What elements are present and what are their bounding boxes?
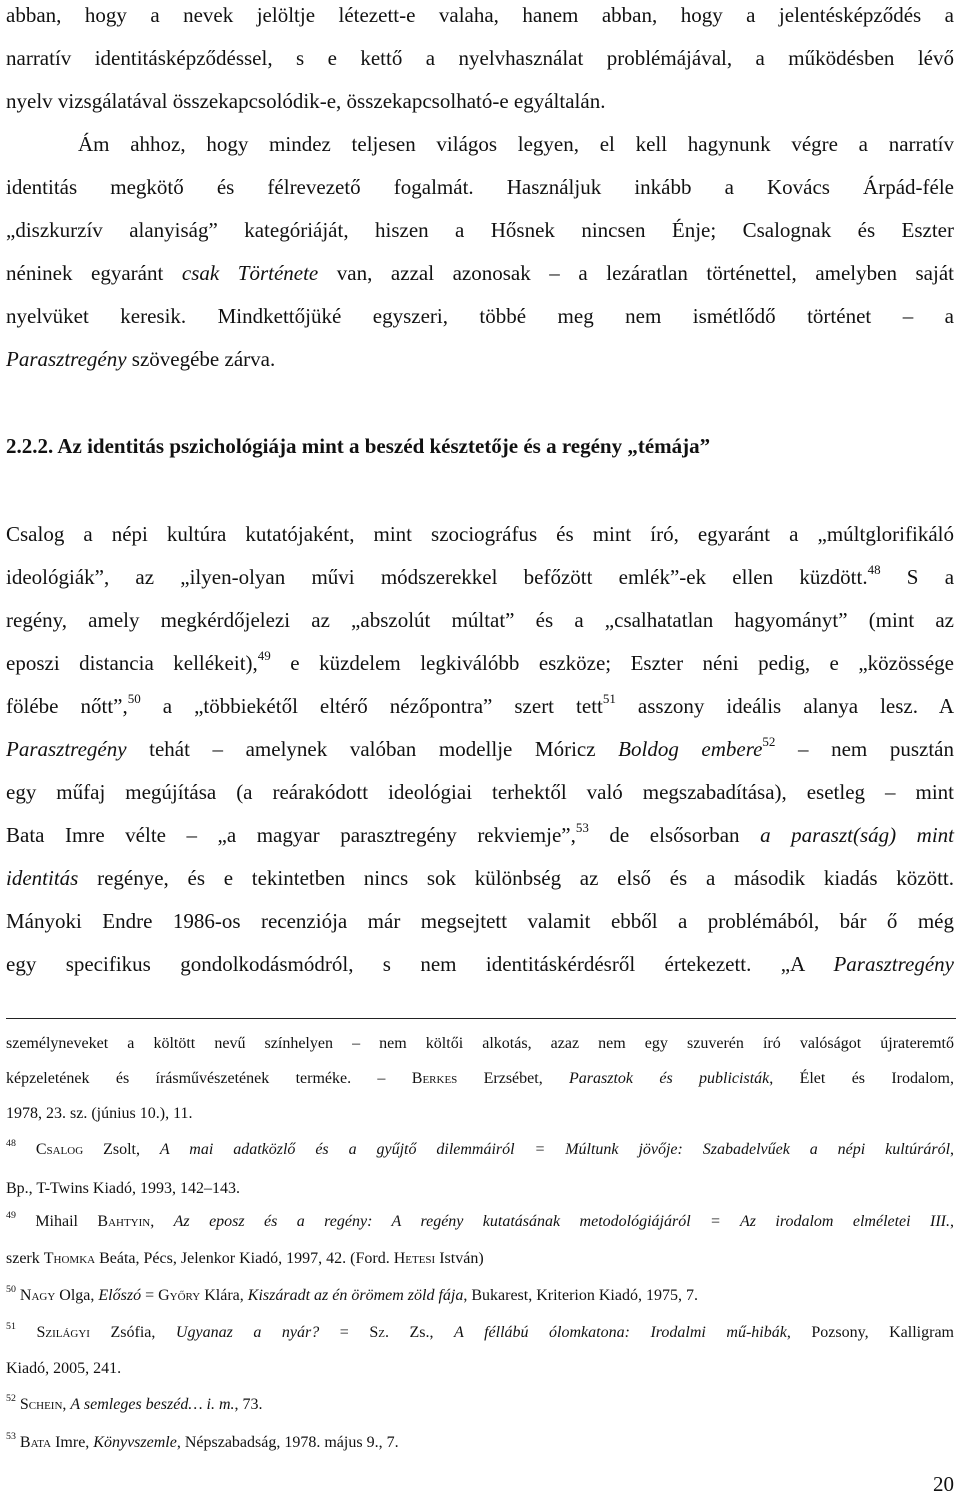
footnote-number: 53 [6, 1431, 16, 1443]
author-name: Hetesi [393, 1250, 436, 1267]
body-text-line: nyelv vizsgálatával összekapcsolódik-e, összekapcsolható-e egyáltalán. [6, 89, 606, 113]
footnote-number: 52 [6, 1393, 16, 1405]
body-text-line: nyelvüket keresik. Mindkettőjüké egyszeri, többé meg nem ismétlődő történet – a [6, 304, 954, 328]
text-span: . Zs., [384, 1324, 455, 1341]
footnote-50 [6, 1285, 954, 1307]
text-span: , Élet és Irodalom, [769, 1070, 954, 1087]
text-span: fölébe nőtt”, [6, 694, 128, 718]
text-span: István) [435, 1250, 484, 1267]
section-heading: 2.2.2. Az identitás pszichológiája mint a beszéd késztetője és a regény „témája” [6, 434, 711, 458]
footnote-ref[interactable]: 51 [602, 691, 616, 707]
text-span: Bata Imre vélte – „a magyar parasztregény rekviemje”, [6, 823, 576, 847]
body-text-line: Ám ahhoz, hogy mindez teljesen világos legyen, el kell hagynunk végre a narratív [78, 132, 954, 156]
italic-text: Parasztregény [833, 952, 954, 976]
footnote-line: 1978, 23. sz. (június 10.), 11. [6, 1105, 193, 1122]
footnote-ref[interactable]: 48 [867, 562, 881, 578]
text-span: , Bukarest, Kriterion Kiadó, 1975, 7. [463, 1287, 698, 1304]
footnote-line [6, 1068, 954, 1090]
italic-text: a paraszt(ság) mint [760, 823, 954, 847]
footnote-ref[interactable]: 49 [257, 648, 271, 664]
author-name: Szilágyi [36, 1324, 90, 1341]
author-name: Sz [369, 1324, 385, 1341]
body-text-line [6, 950, 954, 978]
italic-text: identitás [6, 866, 79, 890]
body-text-line: abban, hogy a nevek jelöltje létezett-e valaha, hanem abban, hogy a jelentésképződés a [6, 3, 954, 27]
body-text-line: narratív identitásképződéssel, s e kettő a nyelvhasználat problémájával, a működésben lévő [6, 46, 954, 70]
text-span: = [141, 1287, 159, 1304]
footnote-number: 51 [6, 1321, 16, 1333]
author-name: Bahtyin [97, 1213, 151, 1230]
text-span: tehát – amelynek valóban modellje Móricz [126, 737, 619, 761]
body-text-line [6, 563, 954, 591]
footnote-number: 50 [6, 1284, 16, 1296]
italic-text: A féllábú ólomkatona: Irodalmi mű-hibák [454, 1324, 787, 1341]
footnote-49 [6, 1211, 954, 1233]
footnote-line: személyneveket a költött nevű színhelyen – nem költői alkotás, azaz nem egy szuverén író valóságot újrateremtő [6, 1035, 954, 1052]
text-span: a „többiekétől eltérő nézőpontra” szert tett [140, 694, 603, 718]
body-text-line [6, 735, 954, 763]
footnote-48 [6, 1139, 954, 1161]
text-span: Imre, [51, 1434, 94, 1451]
footnote-line: Kiadó, 2005, 241. [6, 1360, 122, 1377]
italic-text: Parasztregény [6, 737, 127, 761]
text-span: Klára, [200, 1287, 248, 1304]
footnote-line [6, 1248, 954, 1270]
body-text-line: identitás megkötő és félrevezető fogalmát. Használjuk inkább a Kovács Árpád-féle [6, 175, 954, 199]
author-name: Nagy [19, 1287, 56, 1304]
author-name: Berkes [411, 1070, 458, 1087]
italic-text: Ugyanaz a nyár? [175, 1324, 320, 1341]
body-text-line [6, 864, 954, 892]
body-text-line: regény, amely megkérdőjelezi az „abszolút múltat” és a „csalhatatlan hagyományt” (mint az [6, 608, 954, 632]
italic-text: Az eposz és a regény: A regény kutatásának metodológiájáról = Az irodalom elméletei III. [173, 1213, 950, 1230]
page-number: 20 [933, 1472, 954, 1496]
text-span: e küzdelem legkiválóbb eszköze; Eszter néni pedig, e „közössége [270, 651, 954, 675]
text-span: asszony ideális alanya lesz. A [615, 694, 954, 718]
author-name: Thomka [43, 1250, 96, 1267]
text-span: egy specifikus gondolkodásmódról, s nem identitáskérdésről értekezett. „A [6, 952, 834, 976]
footnote-ref[interactable]: 50 [127, 691, 141, 707]
body-text-line [6, 821, 954, 849]
text-span: S a [880, 565, 955, 589]
text-span: Zsófia, [89, 1324, 176, 1341]
footnote-53 [6, 1432, 954, 1454]
italic-text: A semleges beszéd… i. m. [70, 1396, 235, 1413]
text-span: , Pozsony, Kalligram [786, 1324, 954, 1341]
italic-text: Kiszáradt az én örömem zöld fája [247, 1287, 464, 1304]
text-span: , 73. [234, 1396, 263, 1413]
footnote-ref[interactable]: 52 [762, 734, 776, 750]
footnote-line: Bp., T-Twins Kiadó, 1993, 142–143. [6, 1180, 240, 1197]
text-span: regénye, és e tekintetben nincs sok különbség az első és a második kiadás között. [78, 866, 954, 890]
text-span: , Népszabadság, 1978. május 9., 7. [176, 1434, 399, 1451]
text-span: képzeletének és írásművészetének terméke. – [6, 1070, 412, 1087]
body-text-line: „diszkurzív alanyiság” kategóriáját, hiszen a Hősnek nincsen Énje; Csalognak és Eszter [6, 218, 954, 242]
text-span: szerk [6, 1250, 44, 1267]
footnote-number: 48 [6, 1138, 16, 1150]
italic-text: Boldog embere [618, 737, 763, 761]
text-span: , [150, 1213, 174, 1230]
body-text-line: Mányoki Endre 1986-os recenziója már megsejtett valamit ebből a problémából, bár ő még [6, 909, 954, 933]
footnote-52 [6, 1394, 954, 1416]
text-span: szövegébe zárva. [126, 347, 276, 371]
author-name: Schein [19, 1396, 63, 1413]
text-span: ideológiák”, az „ilyen-olyan művi módszerekkel befőzött emlék”-ek ellen küzdött. [6, 565, 868, 589]
text-span: , [62, 1396, 71, 1413]
body-text-line [6, 345, 954, 373]
author-name: Bata [19, 1434, 52, 1451]
text-span: Olga, [55, 1287, 99, 1304]
italic-text: Előszó [98, 1287, 142, 1304]
text-span: Erzsébet, [457, 1070, 570, 1087]
body-text-line: egy műfaj megújítása (a reárakódott ideológiai terhektől való megszabadítása), esetleg – mint [6, 780, 954, 804]
footnote-ref[interactable]: 53 [575, 820, 589, 836]
footnote-number: 49 [6, 1210, 16, 1222]
italic-text: A mai adatközlő és a gyűjtő dilemmáiról = Múltunk jövője: Szabadelvűek a népi kultúráról [159, 1141, 951, 1158]
text-span: van, azzal azonosak – a lezáratlan történettel, amelyben saját [318, 261, 954, 285]
text-span: = [319, 1324, 370, 1341]
footnote-separator [6, 1018, 956, 1019]
text-span: , [950, 1213, 954, 1230]
text-span: eposzi distancia kellékeit), [6, 651, 258, 675]
author-name: Győry [158, 1287, 201, 1304]
body-text-line [6, 692, 954, 720]
body-text-line [6, 649, 954, 677]
text-span: , [950, 1141, 955, 1158]
body-text-line: Csalog a népi kultúra kutatójaként, mint szociográfus és mint író, egyaránt a „múltglorifikáló [6, 522, 954, 546]
author-name: Csalog [35, 1141, 84, 1158]
italic-text: Parasztok és publicisták [569, 1070, 770, 1087]
text-span: – nem pusztán [775, 737, 954, 761]
italic-text: csak Története [181, 261, 319, 285]
text-span: Mihail [15, 1213, 98, 1230]
text-span: Zsolt, [83, 1141, 160, 1158]
footnote-51 [6, 1322, 954, 1344]
text-span: Beáta, Pécs, Jelenkor Kiadó, 1997, 42. (Ford. [95, 1250, 394, 1267]
body-text-line [6, 259, 954, 287]
text-span: de elsősorban [588, 823, 761, 847]
italic-text: Könyvszemle [93, 1434, 177, 1451]
italic-text: Parasztregény [6, 347, 127, 371]
text-span: néninek egyaránt [6, 261, 182, 285]
